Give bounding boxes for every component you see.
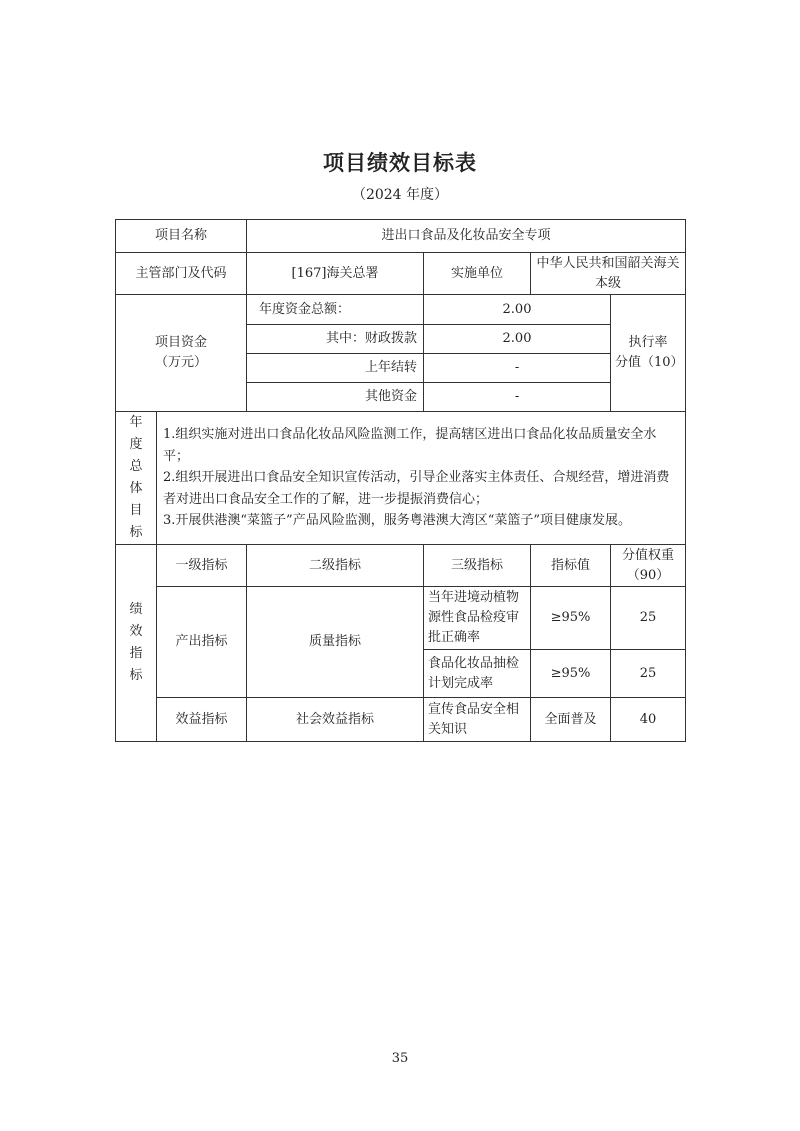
department-value: [167]海关总署 — [247, 253, 424, 295]
annual-goal-1: 1.组织实施对进出口食品化妆品风险监测工作，提高辖区进出口食品化妆品质量安全水平； — [163, 427, 657, 464]
execution-rate-line1: 执行率 — [628, 335, 668, 350]
funds-row-total — [116, 295, 686, 325]
item1-weight: 25 — [611, 587, 686, 650]
implementing-unit-label: 实施单位 — [424, 253, 531, 295]
item2-level3: 食品化妆品抽检计划完成率 — [424, 650, 531, 698]
header-level2: 二级指标 — [247, 545, 424, 587]
perf-indicators-label: 绩 效 指 标 — [116, 545, 157, 742]
annual-goals-label: 年 度 总 体 目 标 — [116, 412, 157, 545]
funds-other-value: - — [424, 383, 611, 412]
page-number: 35 — [391, 1051, 409, 1066]
perf-header-row — [116, 545, 686, 587]
perf-row-3 — [116, 698, 686, 742]
funds-total-label: 年度资金总额： — [247, 295, 424, 325]
benefit-level2: 社会效益指标 — [247, 698, 424, 742]
benefit-level1: 效益指标 — [157, 698, 247, 742]
item1-level3: 当年进境动植物源性食品检疫审批正确率 — [424, 587, 531, 650]
funds-fiscal-label: 其中：财政拨款 — [247, 325, 424, 354]
execution-rate-score — [611, 295, 686, 412]
performance-table — [115, 219, 686, 742]
department-row — [116, 253, 686, 295]
execution-rate-line2: 分值（10） — [615, 355, 684, 370]
funds-total-value: 2.00 — [424, 295, 611, 325]
item1-value: ≥95% — [531, 587, 611, 650]
document-subtitle: （2024 年度） — [351, 187, 449, 203]
header-level1: 一级指标 — [157, 545, 247, 587]
header-value: 指标值 — [531, 545, 611, 587]
funds-label-line1: 项目资金 — [155, 335, 208, 350]
funds-label-line2: （万元） — [155, 355, 208, 370]
document-title: 项目绩效目标表 — [323, 151, 477, 175]
funds-carryover-label: 上年结转 — [247, 354, 424, 383]
annual-goal-2: 2.组织开展进出口食品安全知识宣传活动，引导企业落实主体责任、合规经营，增进消费者对进出口食品安全工作的了解，进一步提振消费信心； — [163, 470, 670, 507]
funds-fiscal-value: 2.00 — [424, 325, 611, 354]
item3-level3: 宣传食品安全相关知识 — [424, 698, 531, 742]
implementing-unit-value: 中华人民共和国韶关海关本级 — [531, 253, 686, 295]
project-name-label: 项目名称 — [116, 220, 247, 253]
perf-row-1 — [116, 587, 686, 650]
project-name-value: 进出口食品及化妆品安全专项 — [247, 220, 686, 253]
item2-weight: 25 — [611, 650, 686, 698]
item3-value: 全面普及 — [531, 698, 611, 742]
item2-value: ≥95% — [531, 650, 611, 698]
funds-other-label: 其他资金 — [247, 383, 424, 412]
header-level3: 三级指标 — [424, 545, 531, 587]
header-weight: 分值权重（90） — [611, 545, 686, 587]
item3-weight: 40 — [611, 698, 686, 742]
output-level1: 产出指标 — [157, 587, 247, 698]
funds-label — [116, 295, 247, 412]
annual-goals-text — [157, 412, 686, 545]
output-level2: 质量指标 — [247, 587, 424, 698]
funds-carryover-value: - — [424, 354, 611, 383]
department-label: 主管部门及代码 — [116, 253, 247, 295]
annual-goal-3: 3.开展供港澳“菜篮子”产品风险监测，服务粤港澳大湾区“菜篮子”项目健康发展。 — [163, 513, 631, 529]
annual-goals-row — [116, 412, 686, 545]
project-name-row — [116, 220, 686, 253]
